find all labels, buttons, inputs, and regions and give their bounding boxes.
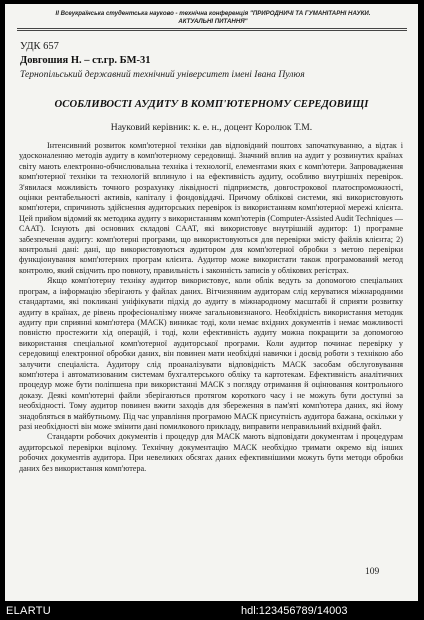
- article-title: ОСОБЛИВОСТІ АУДИТУ В КОМП'ЮТЕРНОМУ СЕРЕДОВИЩІ: [54, 99, 369, 110]
- author-line: Довгошия Н. – ст.гр. БМ-31: [20, 55, 151, 66]
- article-body: [19, 141, 403, 474]
- repository-label: ELARTU: [6, 605, 51, 617]
- supervisor-line: Науковий керівник: к. е. н., доцент Королюк Т.М.: [110, 122, 313, 133]
- handle-identifier: hdl:123456789/14003: [241, 605, 348, 617]
- conference-header-line-2: АКТУАЛЬНІ ПИТАННЯ": [178, 17, 248, 25]
- conference-header: [17, 10, 409, 25]
- body-paragraph-3: Стандарти робочих документів і процедур для МАСК мають відповідати документам і процедурам аудиторської перевірки вцілому. Технічну документацію МАСК необхідно тримати окремо від інших робочих документів аудитора. При невеликих обсягах даних ефективнішими можуть бути методи обробки даних без використання комп'ютера.: [19, 432, 403, 473]
- affiliation: Тернопільський державний технічний університет імені Івана Пулюя: [20, 69, 305, 80]
- conference-header-line-1: ІІ Всеукраїнська студентська науково - технічна конференція "ПРИРОДНИЧІ ТА ГУМАНІТАРНІ НАУКИ.: [55, 10, 371, 17]
- header-rule: [17, 28, 407, 31]
- document-page: [5, 4, 418, 601]
- udc-code: УДК 657: [20, 41, 59, 52]
- body-paragraph-2: Якщо комп'ютерну техніку аудитор використовує, коли облік ведуть за допомогою спеціальних програм, а інформацію зберігають у файлах даних. Вітчизняним аудиторам слід керуватися міжнародними стандартами, які покликані уніфікувати підхід до аудиту в міжнародному масштабі й сприяти розвитку аудиту в країнах, де рівень професіоналізму нижче загальновизнаного. Необхідність використання методик аудиту при сприянні комп'ютера (МАСК) виникає тоді, коли немає вхідних документів і немає можливості повністю простежити хід операцій, і тоді, коли ефективність аудиту можна покращити за допомогою використання спеціальної комп'ютерної аудиторської програми. Коли аудитор починає перевірку у середовищі електронної обробки даних, він повинен мати необхідні навички і досвід роботи з технікою або залучити спеціаліста. Аудитору слід проаналізувати відповідність МАСК засобам обслуговування комп'ютера і автоматизованим системам бухгалтерського обліку та картотекам. Ефективність аналітичних процедур може бути поліпшена при використанні МАСК з погляду отримання й оцінювання контрольного доказу. Деякі комп'ютерні файли зберігаються протягом короткого часу і не можуть бути доступні за необхідності. Тому аудитор повинен вжити заходів для збереження в пам'яті комп'ютера даних, які йому знадобляться в майбутньому. Під час управління програмою МАСК присутність аудитора бажана, оскільки у разі необхідності він може змінити дані помилкового прикладу, виправити неправильний вхідний файл.: [19, 276, 403, 431]
- body-paragraph-1: Інтенсивний розвиток комп'ютерної техніки дав відповідний поштовх започаткуванню, а відтак і удосконаленню методів аудиту в комп'ютерному середовищі. Значний вплив на аудит у розвинутих країнах світу мають електронно-обчислювальна техніка і технології, елементами яких є комп'ютери. Запровадження комп'ютерної техніки та технологій вплинуло і на ефективність аудиту, особливо внутрішніх перевірок. З'явилася можливість точного розрахунку ліквідності підприємств, довгострокової платоспроможності, оцінки рентабельності активів, капіталу і фондовіддачі. Причому облікові системи, які використовують комп'ютери, спричиноть здійснення аудиторських перевірок із використанням комп'ютерної мережі клієнта. Цей прийом відомий як методика аудиту з використанням комп'ютерів (Computer-Assisted Audit Techniques — CAAT). Існують дві основних складові CAAT, які використовує внутрішній аудитор: 1) програмне забезпечення аудиту: комп'ютерні програми, що використовуються для перевірки змісту файлів клієнта; 2) контрольні дані: дані, що використовуються аудитором для комп'ютерної обробки з метою перевірки функціонування комп'ютерних програм клієнта. Аудитор може використати також програмований метод контролю, який свідчить про повноту, правильність і законність записів у облікових регістрах.: [19, 141, 403, 275]
- page-number: 109: [365, 567, 380, 577]
